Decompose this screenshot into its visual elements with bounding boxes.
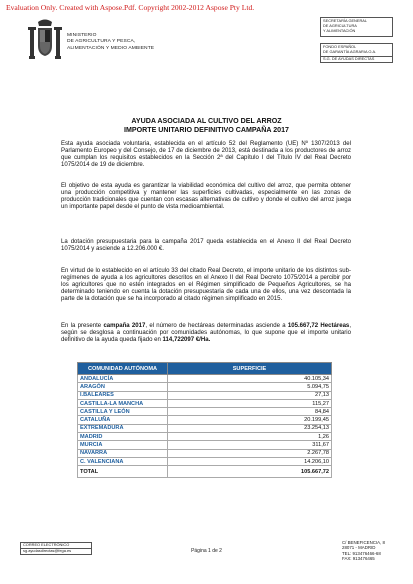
- total-label: TOTAL: [78, 466, 168, 478]
- surface-value: 311,67: [168, 441, 332, 449]
- region-name: C. VALENCIANA: [78, 457, 168, 465]
- region-name: NAVARRA: [78, 449, 168, 457]
- result-campaign: campaña 2017: [103, 323, 146, 329]
- fega-box: [320, 43, 393, 63]
- region-name: ARAGÓN: [78, 383, 168, 391]
- surface-value: 1,26: [168, 433, 332, 441]
- table-row: [78, 416, 332, 424]
- address-line: FAX: 913476465: [342, 555, 375, 561]
- table-row: [78, 399, 332, 407]
- surface-value: 2.267,78: [168, 449, 332, 457]
- surface-value: 115,27: [168, 399, 332, 407]
- surface-value: 27,13: [168, 391, 332, 399]
- fega-line: DE GARANTÍA AGRARIA O.A.: [323, 48, 377, 54]
- table-row: [78, 391, 332, 399]
- address-line: TEL: 913476466-68: [342, 550, 381, 556]
- table-row: [78, 433, 332, 441]
- table-header-row: [78, 363, 332, 375]
- table-row: [78, 375, 332, 383]
- region-name: CASTILLA-LA MANCHA: [78, 399, 168, 407]
- ministry-line: DE AGRICULTURA Y PESCA,: [67, 39, 136, 45]
- surface-value: 84,84: [168, 408, 332, 416]
- result-hectares: 105.667,72 Hectáreas: [287, 323, 350, 329]
- email-label: CORREO ELECTRÓNICO: [21, 543, 91, 549]
- table-row: [78, 449, 332, 457]
- table-row: [78, 457, 332, 465]
- email-address: sg.ayudasdirectas@fega.es: [23, 547, 72, 553]
- paragraph-result: [61, 323, 351, 344]
- surface-table: [77, 362, 332, 478]
- table-row: [78, 424, 332, 432]
- address-line: 28071 - MADRID: [342, 545, 376, 551]
- result-text: , el número de hectáreas determinadas asciende a: [145, 323, 288, 329]
- watermark-text: Evaluation Only. Created with Aspose.Pdf. Copyright 2002-2012 Aspose Pty Ltd.: [6, 3, 255, 12]
- surface-value: 14.206,10: [168, 457, 332, 465]
- document-subtitle: IMPORTE UNITARIO DEFINITIVO CAMPAÑA 2017: [123, 126, 289, 134]
- ministry-name: [67, 33, 154, 52]
- secretariat-line: DE AGRICULTURA: [323, 22, 357, 28]
- region-name: I.BALEARES: [78, 391, 168, 399]
- postal-address: [342, 540, 385, 561]
- result-text: En la presente: [61, 323, 104, 329]
- surface-value: 40.105,34: [168, 375, 332, 383]
- secretariat-box: [320, 17, 393, 37]
- secretariat-line: Y ALIMENTACIÓN: [323, 27, 356, 33]
- region-name: CATALUÑA: [78, 416, 168, 424]
- ministry-line: ALIMENTACIÓN Y MEDIO AMBIENTE: [67, 45, 155, 51]
- paragraph-objective: El objetivo de esta ayuda es garantizar la viabilidad económica del cultivo del arroz, que permita obtener una producción competitiva y mantener las superficies cultivadas, especialmente en las zonas de producción tradicionales que cuentan con escasas alternativas de cultivo y donde el cultivo del arroz juega un importante papel desde el punto de vista medioambiental.: [61, 183, 351, 210]
- surface-value: 5.094,75: [168, 383, 332, 391]
- region-name: EXTREMADURA: [78, 424, 168, 432]
- address-line: C/ BENEFICENCIA, 8: [342, 540, 385, 545]
- total-value: 105.667,72: [168, 466, 332, 478]
- fega-line: FONDO ESPAÑOL: [323, 44, 357, 49]
- surface-value: 20.199,45: [168, 416, 332, 424]
- result-text: , según se desglosa a continuación por comunidades autónomas, lo que supone que el importe unitario definitivo de la ayuda queda fijado en: [61, 323, 351, 343]
- paragraph-budget: La dotación presupuestaria para la campaña 2017 queda establecida en el Anexo II del Real Decreto 1075/2014 y asciende a 12.206.000 €.: [61, 239, 351, 252]
- surface-value: 23.254,13: [168, 424, 332, 432]
- coat-of-arms-logo: [27, 18, 63, 62]
- paragraph-calculation: En virtud de lo establecido en el artículo 33 del citado Real Decreto, el importe unitario de los distintos sub-regímenes de ayuda a los agricultores descritos en el Anexo II del Real Decreto 1075/2014 a percibir por los agricultores que no estén integrados en el Régimen simplificado de Pequeños Agricultores, se ha determinado teniendo en cuenta la dotación presupuestaria de cada una de ellos, una vez descontada la parte de la dotación que se ha incorporado al citado régimen simplificado en 2015.: [61, 268, 351, 302]
- table-total-row: [78, 466, 332, 478]
- region-name: ANDALUCÍA: [78, 375, 168, 383]
- document-title: AYUDA ASOCIADA AL CULTIVO DEL ARROZ: [131, 117, 282, 125]
- region-name: CASTILLA Y LEÓN: [78, 408, 168, 416]
- region-name: MURCIA: [78, 441, 168, 449]
- column-header-region: COMUNIDAD AUTÓNOMA: [78, 363, 168, 375]
- result-unit-amount: 114,722097 €/Ha.: [162, 337, 211, 343]
- paragraph-legal-basis: Esta ayuda asociada voluntaria, establecida en el artículo 52 del Reglamento (UE) Nº 1307/2013 del Parlamento Europeo y del Consejo, de 17 de diciembre de 2013, está destinada a los productores de arroz que cumplan los requisitos establecidos en la Sección 2ª del Capítulo I del Título IV del Real Decreto 1075/2014 de 19 de diciembre.: [61, 141, 351, 168]
- page-number: Página 1 de 2: [191, 548, 222, 554]
- table-row: [78, 441, 332, 449]
- region-name: MADRID: [78, 433, 168, 441]
- column-header-surface: SUPERFICIE: [168, 363, 332, 375]
- table-row: [78, 408, 332, 416]
- secretariat-line: SECRETARÍA GENERAL: [323, 18, 368, 23]
- ministry-line: MINISTERIO: [67, 33, 97, 38]
- table-row: [78, 383, 332, 391]
- fega-subunit: S.G. DE AYUDAS DIRECTAS: [321, 56, 392, 62]
